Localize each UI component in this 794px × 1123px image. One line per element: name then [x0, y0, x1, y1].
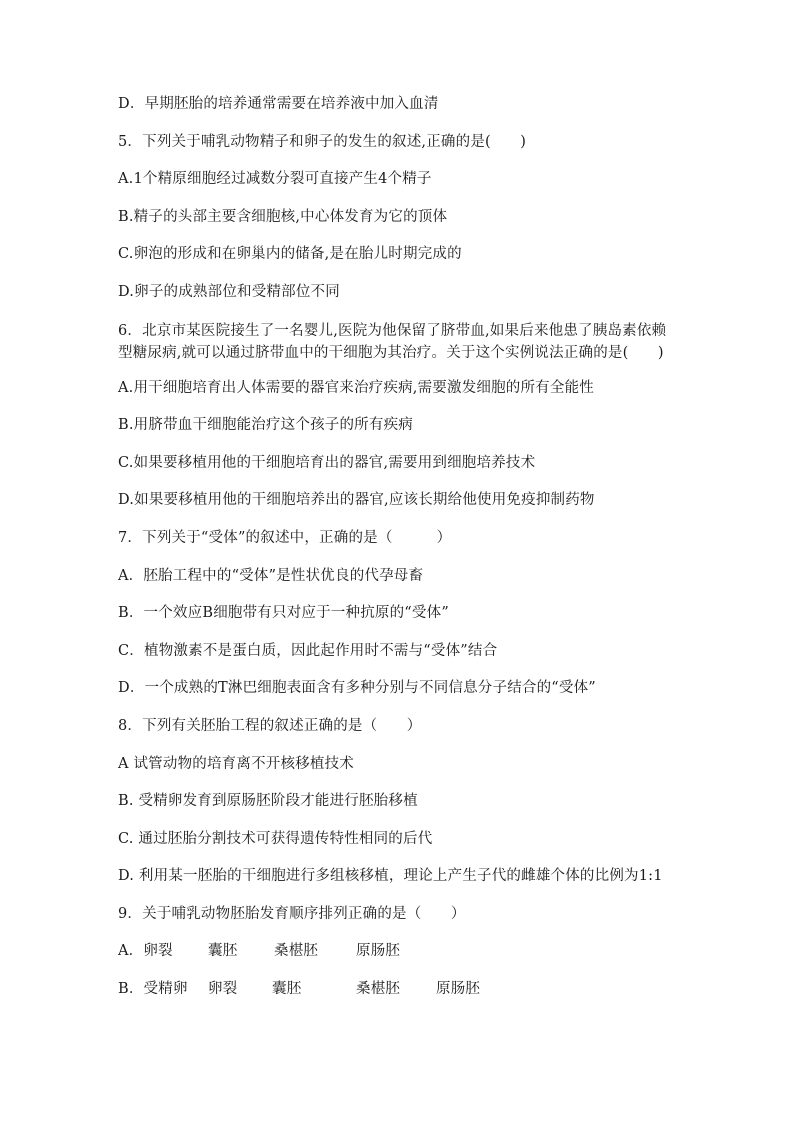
q9-option-b-item: 卵裂	[208, 981, 238, 998]
q9-option-a-item: 桑椹胚	[274, 943, 319, 960]
document-page	[118, 94, 678, 1017]
q9-option-a-item: 囊胚	[208, 943, 238, 960]
q6-option-c: C.如果要移植用他的干细胞培育出的器官,需要用到细胞培养技术	[118, 454, 536, 471]
q9-option-a-item: 原肠胚	[356, 943, 401, 960]
q6-option-b: B.用脐带血干细胞能治疗这个孩子的所有疾病	[118, 417, 413, 434]
q6-option-a: A.用干细胞培育出人体需要的器官来治疗疾病,需要激发细胞的所有全能性	[118, 379, 594, 396]
q7-option-b: B．一个效应B细胞带有只对应于一种抗原的“受体”	[118, 605, 449, 622]
q9-stem: 9．关于哺乳动物胚胎发育顺序排列正确的是（ ）	[118, 905, 466, 922]
q9-option-b-item: 原肠胚	[436, 981, 481, 998]
q7-stem: 7．下列关于“受体”的叙述中，正确的是（ ）	[118, 529, 452, 546]
q5-option-d: D.卵子的成熟部位和受精部位不同	[118, 283, 340, 300]
q9-option-a-label: A．卵裂	[118, 943, 173, 960]
q9-option-b-label: B．受精卵	[118, 981, 188, 998]
q9-option-b	[118, 979, 678, 1000]
q7-option-d: D．一个成熟的T淋巴细胞表面含有多种分别与不同信息分子结合的“受体”	[118, 680, 596, 697]
q9-option-b-item: 囊胚	[272, 981, 302, 998]
q8-stem: 8．下列有关胚胎工程的叙述正确的是（ ）	[118, 717, 422, 734]
q5-option-c: C.卵泡的形成和在卵巢内的储备,是在胎儿时期完成的	[118, 246, 462, 263]
q7-option-c: C．植物激素不是蛋白质，因此起作用时不需与“受体”结合	[118, 642, 498, 659]
q5-stem: 5．下列关于哺乳动物精子和卵子的发生的叙述,正确的是( )	[118, 133, 527, 150]
q9-option-a	[118, 941, 678, 962]
q8-option-b: B. 受精卵发育到原肠胚阶段才能进行胚胎移植	[118, 793, 418, 810]
q9-option-b-item: 桑椹胚	[356, 981, 401, 998]
q8-option-d: D. 利用某一胚胎的干细胞进行多组核移植，理论上产生子代的雌雄个体的比例为1:1	[118, 868, 663, 885]
q5-option-b: B.精子的头部主要含细胞核,中心体发育为它的顶体	[118, 208, 448, 225]
q4-option-d: D．早期胚胎的培养通常需要在培养液中加入血清	[118, 96, 439, 112]
q7-option-a: A．胚胎工程中的“受体”是性状优良的代孕母畜	[118, 567, 424, 584]
q6-option-d: D.如果要移植用他的干细胞培养出的器官,应该长期给他使用免疫抑制药物	[118, 492, 595, 509]
q6-stem: 6．北京市某医院接生了一名婴儿,医院为他保留了脐带血,如果后来他患了胰岛素依赖型糖尿病,就可以通过脐带血中的干细胞为其治疗。关于这个实例说法正确的是( )	[118, 322, 667, 361]
q8-option-c: C. 通过胚胎分割技术可获得遗传特性相同的后代	[118, 830, 433, 847]
q8-option-a: A 试管动物的培育离不开核移植技术	[118, 755, 354, 772]
q5-option-a: A.1个精原细胞经过减数分裂可直接产生4个精子	[118, 171, 432, 188]
